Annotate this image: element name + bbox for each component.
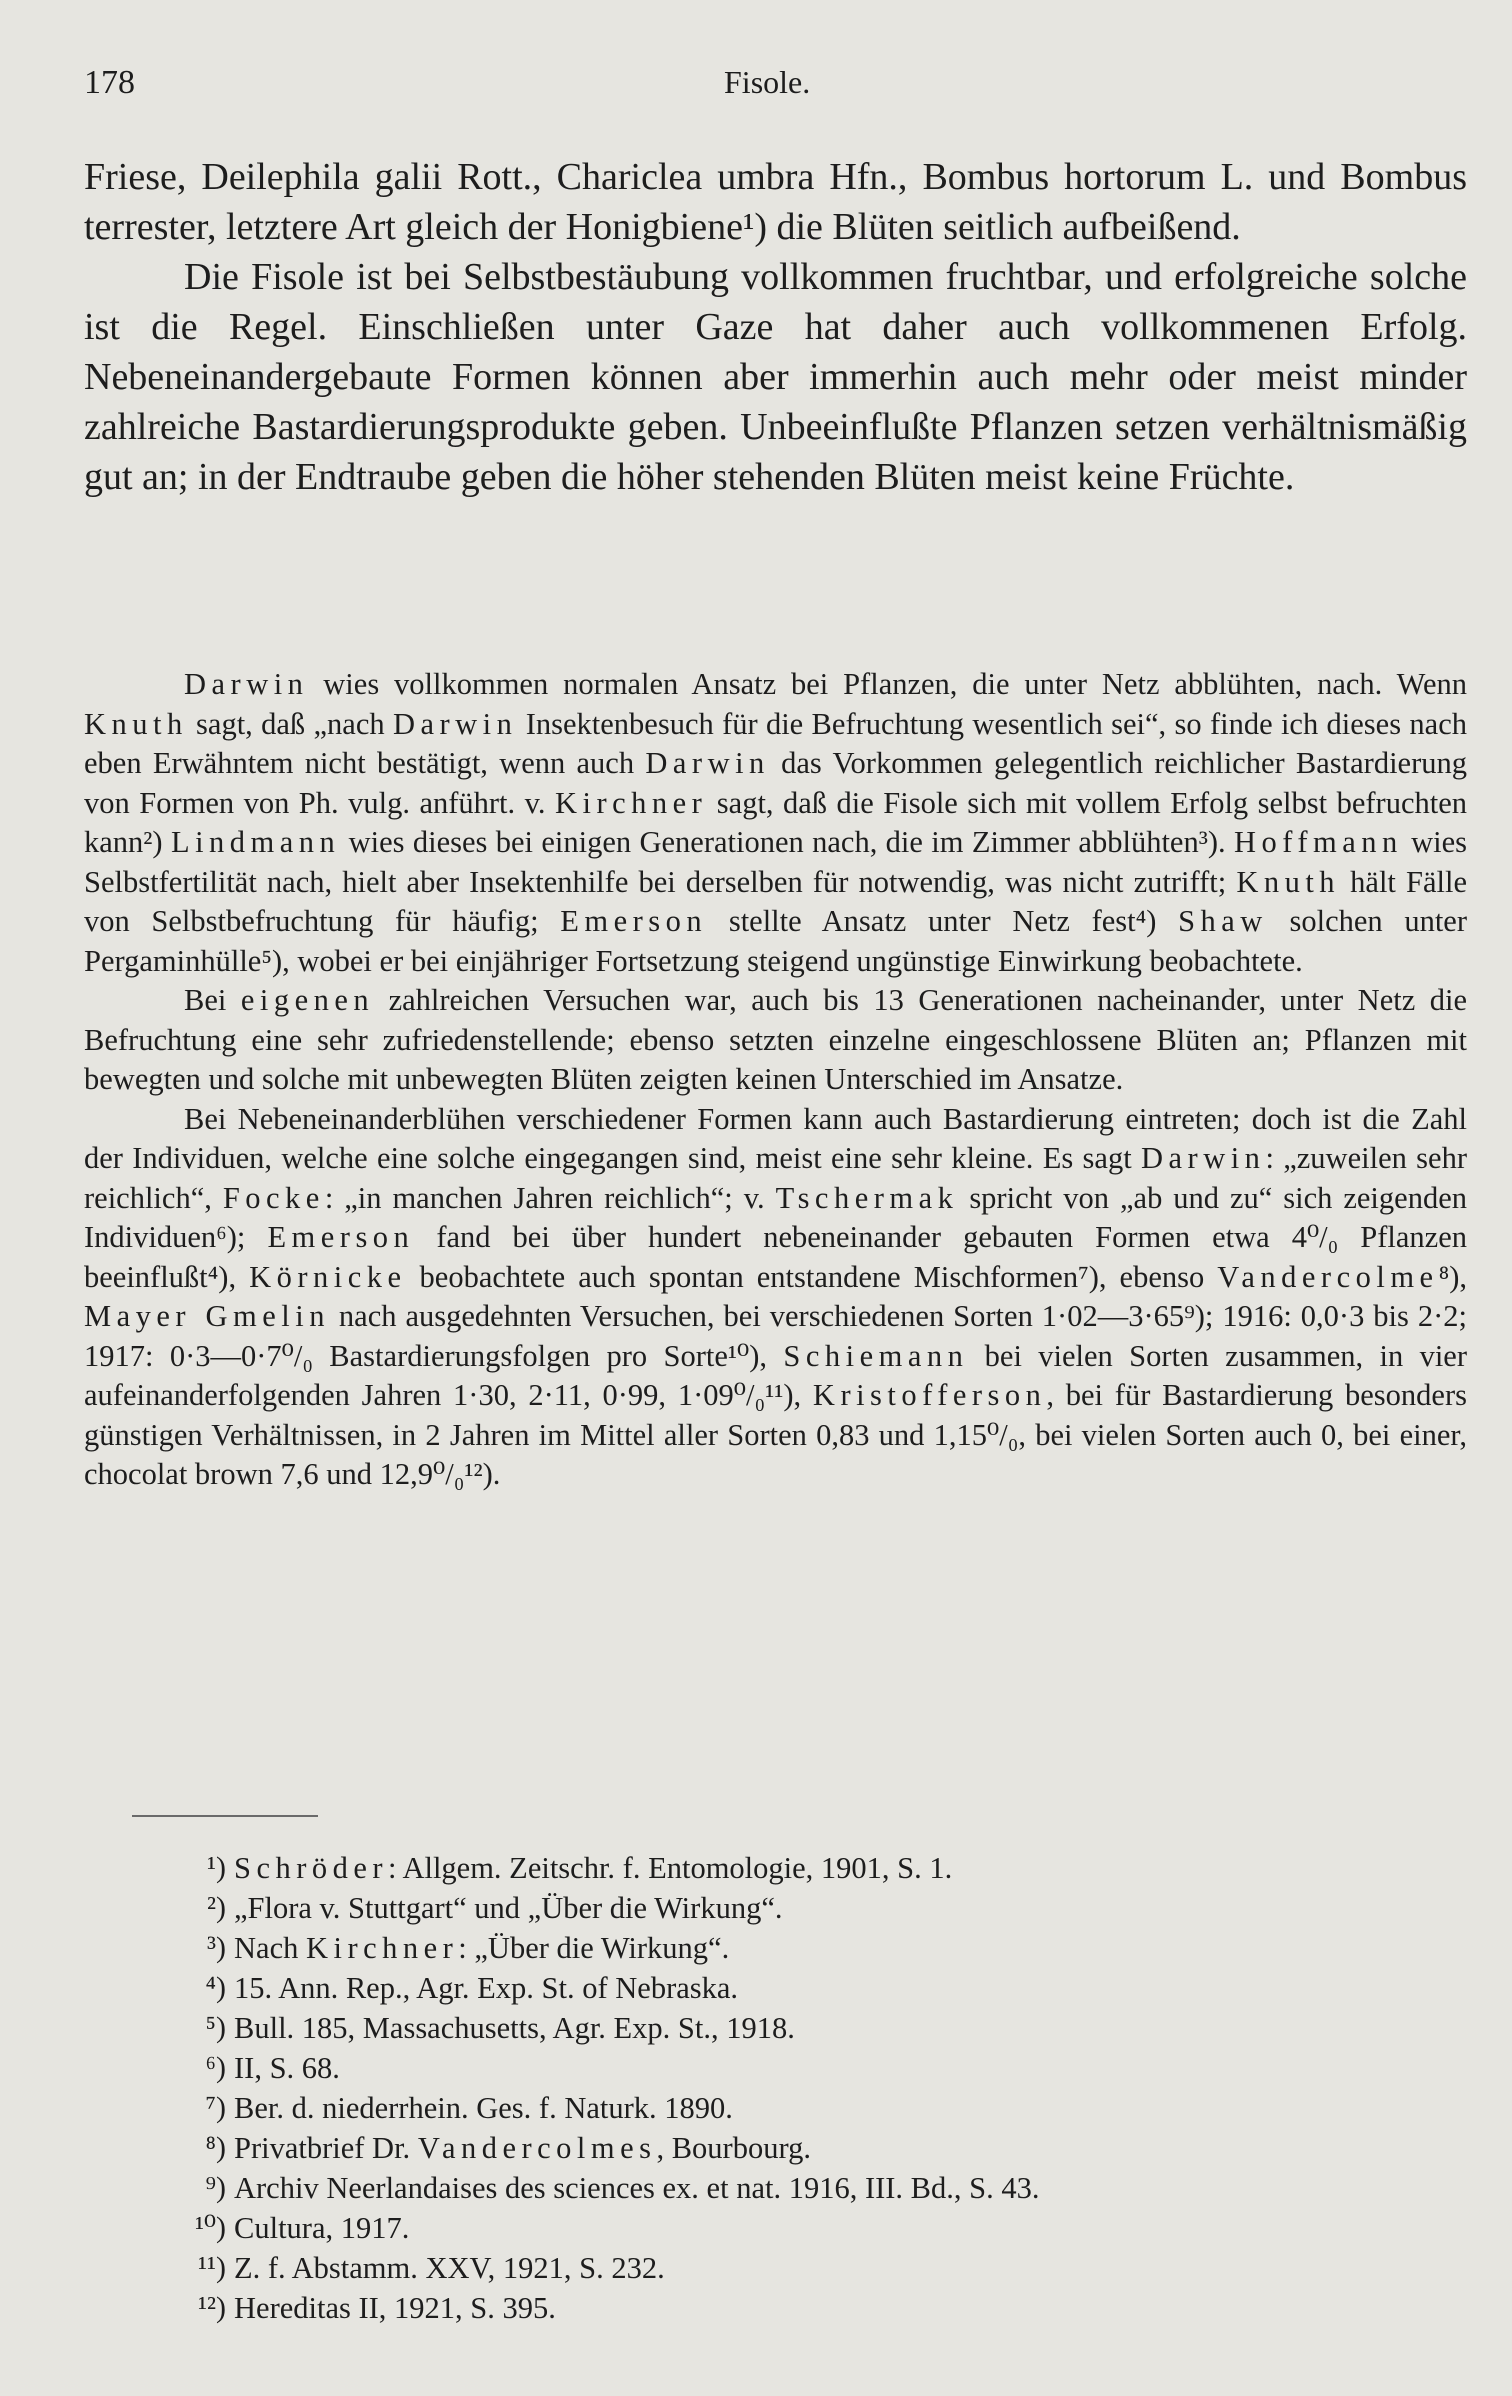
footnote: [150, 2288, 1400, 2328]
text-run: solchen unter Pergaminhülle⁵), wobei er bei einjähriger Fortsetzung steigend ungünstige Einwirkung beobachtete.: [84, 904, 1467, 978]
spaced-name: Knuth: [1236, 864, 1341, 899]
footnote: [150, 2248, 1400, 2288]
text-run: „Flora v. Stuttgart“ und „Über die Wirkung“.: [234, 1891, 783, 1925]
text-run: , bei für Bastardierung besonders günstigen Verhältnissen, in 2 Jahren im Mittel aller Sorten 0,83 und 1,15⁰/₀, bei vielen Sorten auch 0, bei einer, chocolat brown 7,6 und 12,9⁰/₀¹²).: [84, 1378, 1467, 1491]
text-run: 15. Ann. Rep., Agr. Exp. St. of Nebraska.: [234, 1971, 739, 2005]
spaced-name: Shaw: [1178, 904, 1268, 938]
text-run: Nach: [234, 1931, 306, 1965]
text-run: wies vollkommen normalen Ansatz bei Pflanzen, die unter Netz abblühten, nach. Wenn: [308, 667, 1467, 701]
footnote-text: [234, 1928, 729, 1968]
footnote-marker: ⁶): [205, 2051, 226, 2084]
spaced-name: Tschermak: [775, 1180, 959, 1215]
footnote-text: [234, 2008, 795, 2048]
footnote-marker: ¹¹): [198, 2251, 226, 2284]
text-run: das Vorkommen gelegentlich reichlicher Bastardierung von Formen von Ph. vulg. anführt. v.: [84, 746, 1468, 820]
spaced-name: Schröder: [234, 1851, 389, 1885]
text-run: zahlreichen Versuchen war, auch bis 13 Generationen nacheinander, unter Netz die Befruchtung eine sehr zufriedenstellende; ebenso setzten einzelne eingeschlossene Blüten an; Pflanzen mit bewegten und solche mit unbewegten Blüten zeigten keinen Unterschied im Ansatze.: [84, 983, 1467, 1096]
text-run: Bull. 185, Massachusetts, Agr. Exp. St., 1918.: [234, 2011, 795, 2045]
small-paragraph: [84, 665, 1467, 981]
footnote-text: [234, 2128, 811, 2168]
footnote-text: [234, 2048, 340, 2088]
text-run: Cultura, 1917.: [234, 2211, 410, 2245]
footnote-marker: ²): [207, 1891, 226, 1924]
text-run: : Allgem. Zeitschr. f. Entomologie, 1901, S. 1.: [388, 1851, 953, 1885]
footnote: [150, 1968, 1400, 2008]
footnote-text: [234, 1848, 952, 1888]
footnote-marker: ⁹): [205, 2171, 226, 2204]
footnote-text: [234, 2288, 556, 2328]
spaced-name: Darwin: [184, 667, 309, 701]
text-run: Hereditas II, 1921, S. 395.: [234, 2291, 556, 2325]
text-run: wies dieses bei einigen Generationen nach, die im Zimmer abblühten³).: [340, 825, 1234, 859]
footnote-marker: ³): [207, 1931, 226, 1964]
footnote-marker: ¹⁰): [194, 2211, 226, 2244]
footnote-separator: [132, 1815, 318, 1817]
spaced-name: Mayer Gmelin: [84, 1299, 330, 1333]
text-run: II, S. 68.: [234, 2051, 340, 2085]
text-run: Privatbrief Dr.: [234, 2131, 418, 2165]
spaced-name: Lindmann: [170, 825, 341, 859]
text-run: fand bei über hundert nebeneinander gebauten Formen etwa 4⁰/₀ Pflanzen beeinflußt⁴),: [84, 1220, 1468, 1294]
text-run: : „zuweilen sehr reichlich“,: [84, 1141, 1467, 1215]
footnote: [150, 2048, 1400, 2088]
text-run: ⁸),: [1438, 1259, 1467, 1294]
footnote: [150, 2168, 1400, 2208]
footnote: [150, 1888, 1400, 1928]
text-run: Ber. d. niederrhein. Ges. f. Naturk. 1890.: [234, 2091, 733, 2125]
spaced-name: Vandercolme: [1217, 1259, 1439, 1294]
footnote-text: [234, 1888, 782, 1928]
text-run: sagt, daß „nach: [187, 706, 393, 741]
footnotes: [150, 1848, 1400, 2328]
text-run: sagt, daß die Fisole sich mit vollem Erfolg selbst befruchten kann²): [84, 785, 1467, 859]
spaced-name: Kristofferson: [812, 1378, 1047, 1412]
text-run: spricht von „ab und zu“ sich zeigenden Individuen⁶);: [84, 1180, 1467, 1254]
text-run: beobachtete auch spontan entstandene Mischformen⁷), ebenso: [406, 1259, 1218, 1294]
footnote: [150, 2088, 1400, 2128]
footnote: [150, 2128, 1400, 2168]
footnote: [150, 2008, 1400, 2048]
spaced-name: Schiemann: [783, 1338, 969, 1373]
text-run: stellte Ansatz unter Netz fest⁴): [707, 904, 1179, 938]
page-header: [84, 64, 1428, 114]
text-run: hält Fälle von Selbstbefruchtung für häufig;: [84, 864, 1467, 938]
small-paragraph: [84, 1100, 1467, 1495]
spaced-name: Darwin: [1141, 1141, 1266, 1175]
spaced-name: Darwin: [645, 746, 770, 780]
text-run: : „Über die Wirkung“.: [458, 1931, 730, 1965]
footnote-marker: ⁷): [205, 2091, 226, 2124]
text-run: Bei Nebeneinanderblühen verschiedener Formen kann auch Bastardierung eintreten; doch ist die Zahl der Individuen, welche eine solche eingegangen sind, meist eine sehr kleine. Es sagt: [84, 1101, 1467, 1175]
footnote-marker: ¹): [207, 1851, 226, 1884]
text-run: Archiv Neerlandaises des sciences ex. et nat. 1916, III. Bd., S. 43.: [234, 2171, 1040, 2205]
text-run: Bei: [184, 983, 241, 1017]
footnote: [150, 1848, 1400, 1888]
footnote: [150, 1928, 1400, 1968]
footnote-text: [234, 2208, 409, 2248]
spaced-name: Vandercolmes: [417, 2131, 657, 2165]
text-run: Z. f. Abstamm. XXV, 1921, S. 232.: [234, 2251, 665, 2285]
spaced-name: eigenen: [240, 983, 375, 1017]
small-print-text: [84, 665, 1467, 1495]
spaced-name: Kirchner: [305, 1931, 459, 1965]
text-run: , Bourbourg.: [656, 2131, 811, 2165]
spaced-name: Darwin: [392, 706, 518, 741]
footnote: [150, 2208, 1400, 2248]
paragraph-continuation: Friese, Deilephila galii Rott., Chariclea umbra Hfn., Bombus hortorum L. und Bombus terrester, letztere Art gleich der Honigbiene¹) die Blüten seitlich aufbeißend.: [84, 156, 1467, 248]
footnote-text: [234, 2088, 733, 2128]
spaced-name: Hoffmann: [1234, 825, 1403, 859]
main-text: [84, 152, 1467, 502]
footnote-marker: ⁸): [205, 2131, 226, 2164]
footnote-text: [234, 2168, 1039, 2208]
page-number: 178: [84, 64, 135, 101]
spaced-name: Knuth: [84, 706, 188, 741]
running-title: Fisole.: [724, 64, 811, 100]
spaced-name: Focke: [222, 1180, 325, 1215]
small-paragraph: [84, 981, 1467, 1100]
footnote-marker: ¹²): [198, 2291, 226, 2324]
text-run: Insektenbesuch für die Befruchtung wesentlich sei“, so finde ich dieses nach eben Erwähntem nicht bestätigt, wenn auch: [84, 706, 1467, 780]
footnote-text: [234, 1968, 738, 2008]
spaced-name: Kirchner: [555, 785, 708, 820]
text-run: : „in manchen Jahren reichlich“; v.: [324, 1180, 776, 1215]
footnote-marker: ⁴): [205, 1971, 226, 2004]
spaced-name: Emerson: [267, 1220, 415, 1254]
spaced-name: Körnicke: [249, 1259, 407, 1294]
text-run: nach ausgedehnten Versuchen, bei verschiedenen Sorten 1·02—3·65⁹); 1916: 0,0·3 bis 2·2; 1917: 0·3—0·7⁰/₀ Bastardierungsfolgen pro Sorte¹⁰),: [84, 1299, 1468, 1373]
paragraph-self-pollination: Die Fisole ist bei Selbstbestäubung vollkommen fruchtbar, und erfolgreiche solche ist die Regel. Einschließen unter Gaze hat daher auch vollkommenen Erfolg. Nebeneinandergebaute Formen können aber immerhin auch mehr oder meist minder zahlreiche Bastardierungsprodukte geben. Unbeeinflußte Pflanzen setzen verhältnismäßig gut an; in der Endtraube geben die höher stehenden Blüten meist keine Früchte.: [84, 256, 1467, 498]
text-run: wies Selbstfertilität nach, hielt aber Insektenhilfe bei derselben für notwendig, was nicht zutrifft;: [84, 825, 1467, 899]
footnote-text: [234, 2248, 665, 2288]
spaced-name: Emerson: [560, 904, 708, 938]
text-run: bei vielen Sorten zusammen, in vier aufeinanderfolgenden Jahren 1·30, 2·11, 0·99, 1·09⁰/₀¹¹),: [84, 1338, 1467, 1412]
footnote-marker: ⁵): [205, 2011, 226, 2044]
